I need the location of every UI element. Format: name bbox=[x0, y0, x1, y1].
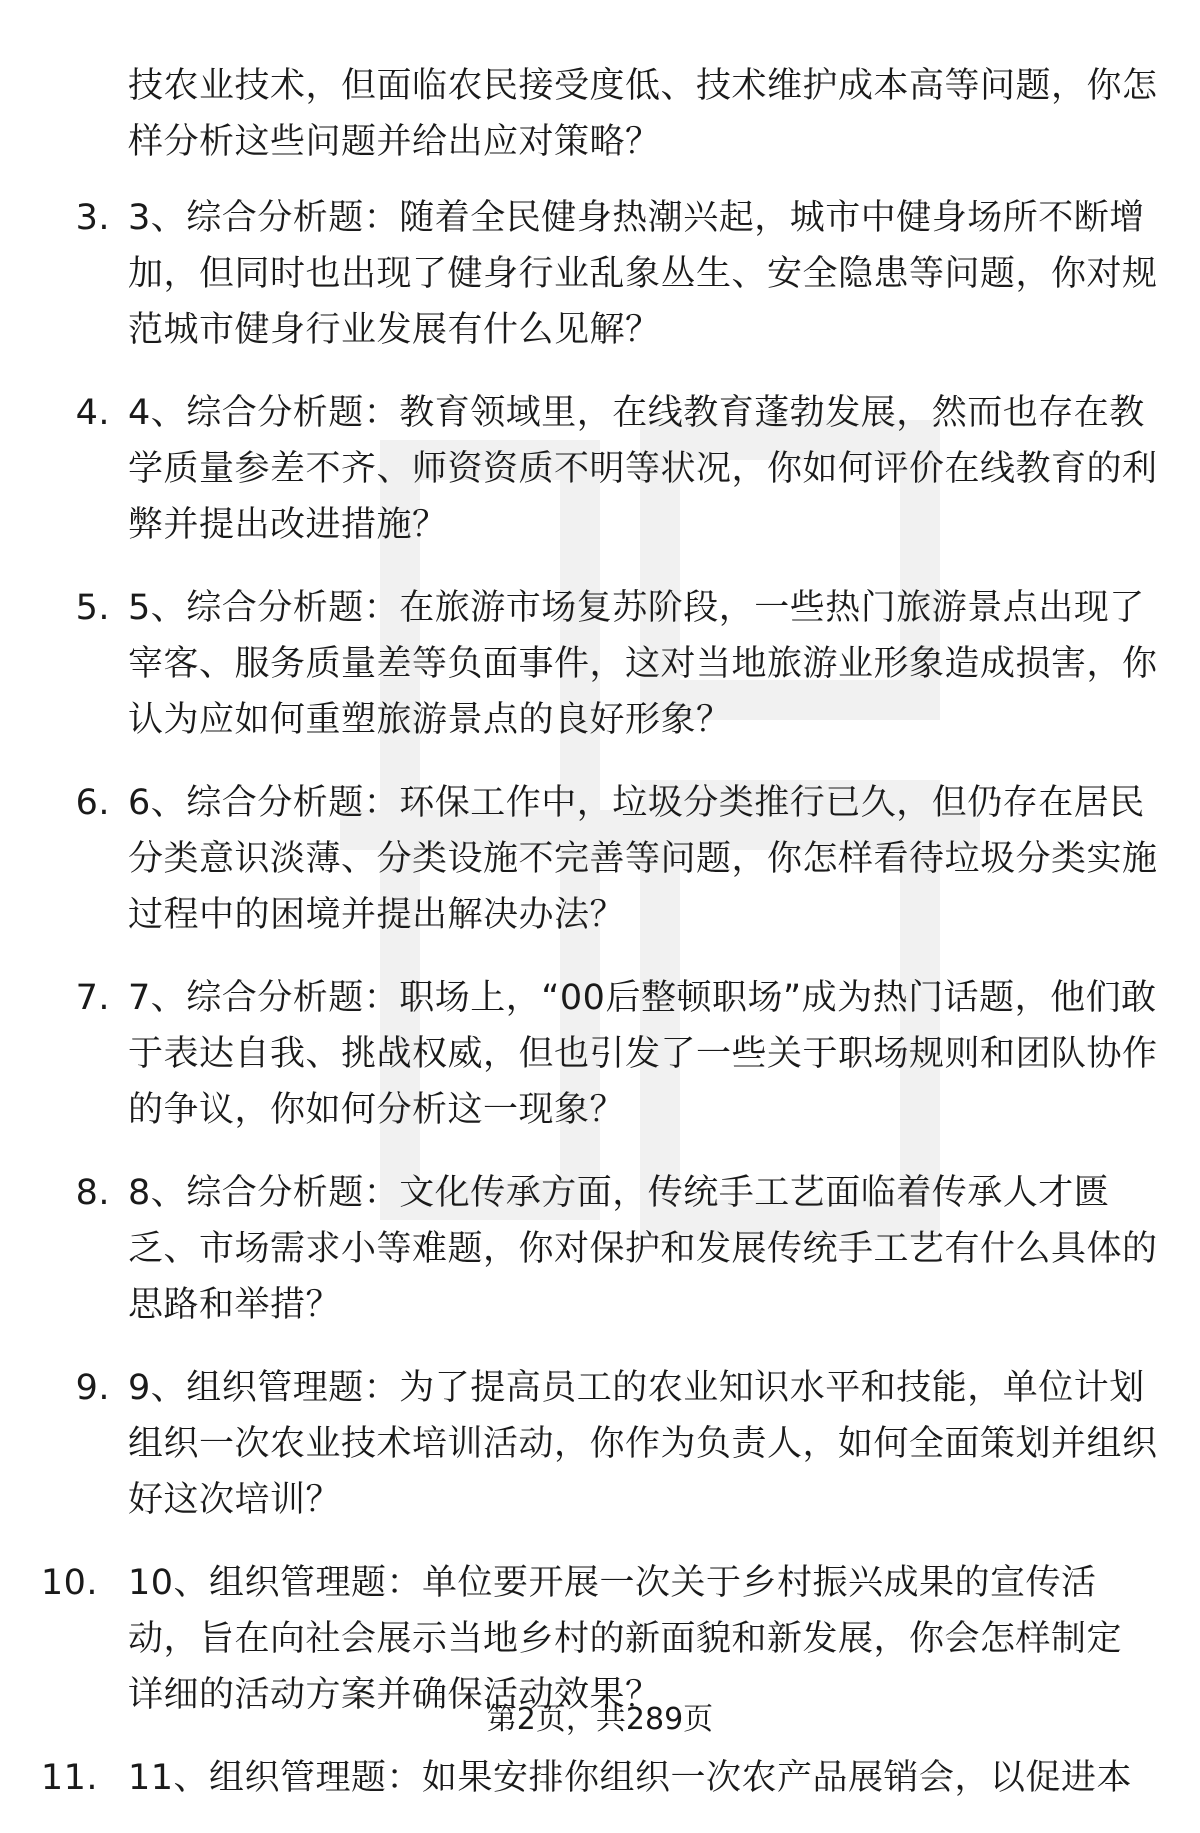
list-item bbox=[0, 775, 1200, 943]
question-list bbox=[0, 190, 1200, 1833]
item-number: 6. bbox=[75, 783, 110, 823]
item-number: 4. bbox=[75, 393, 110, 433]
item-text: 11、组织管理题：如果安排你组织一次农产品展销会，以促进本 bbox=[128, 1758, 1133, 1798]
item-number: 5. bbox=[75, 588, 110, 628]
list-item bbox=[0, 385, 1200, 553]
list-item bbox=[0, 1360, 1200, 1528]
item-text: 9、组织管理题：为了提高员工的农业知识水平和技能，单位计划组织一次农业技术培训活动，你作为负责人，如何全面策划并组织好这次培训？ bbox=[128, 1368, 1158, 1520]
item-number: 9. bbox=[75, 1368, 110, 1408]
list-item bbox=[0, 190, 1200, 358]
list-item bbox=[0, 1555, 1200, 1723]
item-number: 8. bbox=[75, 1173, 110, 1213]
item-number: 3. bbox=[75, 198, 110, 238]
item-number: 7. bbox=[75, 978, 110, 1018]
list-item bbox=[0, 580, 1200, 748]
item-number: 10. bbox=[40, 1563, 98, 1603]
item-number: 11. bbox=[40, 1758, 98, 1798]
item-text: 7、综合分析题：职场上，“00后整顿职场”成为热门话题，他们敢于表达自我、挑战权威，但也引发了一些关于职场规则和团队协作的争议，你如何分析这一现象？ bbox=[128, 978, 1158, 1130]
item-text: 5、综合分析题：在旅游市场复苏阶段，一些热门旅游景点出现了宰客、服务质量差等负面事件，这对当地旅游业形象造成损害，你认为应如何重塑旅游景点的良好形象？ bbox=[128, 588, 1158, 740]
item-text: 4、综合分析题：教育领域里，在线教育蓬勃发展，然而也存在教学质量参差不齐、师资资质不明等状况，你如何评价在线教育的利弊并提出改进措施？ bbox=[128, 393, 1158, 545]
list-item bbox=[0, 970, 1200, 1138]
item-text: 6、综合分析题：环保工作中，垃圾分类推行已久，但仍存在居民分类意识淡薄、分类设施不完善等问题，你怎样看待垃圾分类实施过程中的困境并提出解决办法？ bbox=[128, 783, 1158, 935]
list-item bbox=[0, 1750, 1200, 1806]
continuation-paragraph: 技农业技术，但面临农民接受度低、技术维护成本高等问题，你怎样分析这些问题并给出应对策略？ bbox=[128, 66, 1158, 162]
list-item bbox=[0, 1165, 1200, 1333]
item-text: 3、综合分析题：随着全民健身热潮兴起，城市中健身场所不断增加，但同时也出现了健身行业乱象丛生、安全隐患等问题，你对规范城市健身行业发展有什么见解？ bbox=[128, 198, 1158, 350]
item-text: 8、综合分析题：文化传承方面，传统手工艺面临着传承人才匮乏、市场需求小等难题，你对保护和发展传统手工艺有什么具体的思路和举措？ bbox=[128, 1173, 1158, 1325]
item-text: 10、组织管理题：单位要开展一次关于乡村振兴成果的宣传活动，旨在向社会展示当地乡村的新面貌和新发展，你会怎样制定详细的活动方案并确保活动效果？ bbox=[128, 1563, 1123, 1715]
page-footer: 第2页，共289页 bbox=[486, 1702, 714, 1737]
